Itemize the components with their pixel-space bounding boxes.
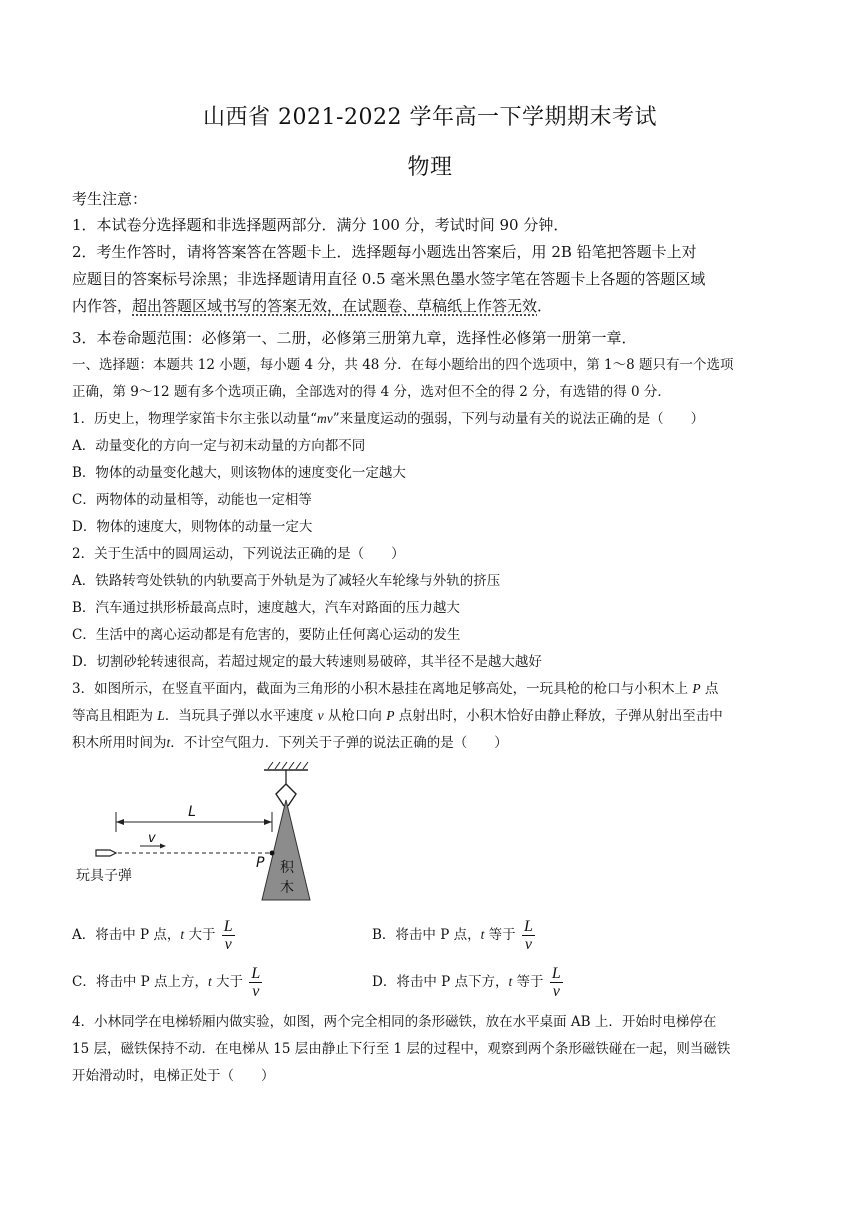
block-label-1: 积 [280, 860, 294, 876]
toy-bullet-icon [96, 850, 116, 856]
fraction-numerator: L [223, 918, 233, 935]
point-p [270, 851, 275, 856]
math-symbol: t [166, 735, 171, 750]
question-text: 1．历史上，物理学家笛卡尔主张以动量“ [72, 411, 317, 427]
notice-period: ． [537, 297, 553, 315]
fraction-numerator: L [551, 965, 561, 982]
option-text: C．将击中 P 点上方， [72, 974, 208, 990]
question-2-option-c: C．生活中的离心运动都是有危害的，要防止任何离心运动的发生 [72, 627, 461, 643]
math-symbol: t [208, 974, 212, 989]
notice-item-1: 1．本试卷分选择题和非选择题两部分．满分 100 分，考试时间 90 分钟． [72, 216, 569, 234]
notice-item-2-line-2: 应题目的答案标号涂黑；非选择题请用直径 0.5 毫米黑色墨水签字笔在答题卡上各题的答题区域 [72, 270, 706, 288]
block-label-2: 木 [280, 880, 294, 896]
exam-title: 山西省 2021-2022 学年高一下学期期末考试 [203, 105, 657, 130]
math-symbol: P [692, 681, 701, 696]
question-1-option-b: B．物体的动量变化越大，则该物体的速度变化一定越大 [72, 465, 406, 481]
notice-text: 内作答， [72, 297, 133, 315]
question-3-option-b [372, 913, 535, 957]
notice-item-2-line-1: 2．考生作答时，请将答案答在答题卡上．选择题每小题选出答案后，用 2B 铅笔把答题卡上对 [72, 243, 697, 261]
fraction-numerator: L [523, 918, 533, 935]
fraction-denominator: v [252, 983, 260, 1000]
question-text: ．不计空气阻力．下列关于子弹的说法正确的是（ ） [170, 735, 508, 751]
fraction-l-over-v [550, 965, 563, 1000]
question-3-stem-line-1 [72, 678, 792, 700]
arrow-head-left [116, 819, 124, 825]
question-text: 从枪口向 [323, 708, 387, 724]
question-4-stem-line-1: 4．小林同学在电梯轿厢内做实验，如图，两个完全相同的条形磁铁，放在水平桌面 AB 上．开始时电梯停在 [72, 1014, 717, 1030]
fraction-numerator: L [251, 965, 261, 982]
fraction-denominator: v [224, 936, 232, 953]
option-text: 等于 [512, 974, 544, 990]
question-3-option-d [372, 960, 563, 1004]
label-toy-bullet: 玩具子弹 [76, 868, 132, 884]
math-symbol: mv [317, 411, 333, 426]
question-1-option-c: C．两物体的动量相等，动能也一定相等 [72, 492, 312, 508]
fraction-l-over-v [249, 965, 262, 1000]
question-text: 点 [700, 681, 719, 697]
subject-title: 物理 [407, 155, 453, 180]
fraction-denominator: v [552, 983, 560, 1000]
option-text: D．将击中 P 点下方， [372, 974, 509, 990]
question-2-stem: 2．关于生活中的圆周运动，下列说法正确的是（ ） [72, 546, 405, 562]
question-2-option-b: B．汽车通过拱形桥最高点时，速度越大，汽车对路面的压力越大 [72, 600, 460, 616]
question-text: 点射出时，小积木恰好由静止释放，子弹从射出至击中 [394, 708, 723, 724]
math-symbol: t [180, 927, 185, 942]
label-p: P [256, 855, 265, 871]
option-text: 大于 [184, 927, 216, 943]
question-text: 积木所用时间为 [72, 735, 167, 751]
velocity-arrow-head [160, 844, 166, 849]
math-symbol: v [317, 708, 324, 723]
question-3-stem-line-2 [72, 705, 792, 727]
math-symbol: P [386, 708, 395, 723]
notice-item-2-line-3 [72, 295, 792, 317]
notice-heading: 考生注意： [72, 190, 148, 208]
question-4-stem-line-2: 15 层，磁铁保持不动．在电梯从 15 层由静止下行至 1 层的过程中，观察到两个条形磁铁碰在一起，则当磁铁 [72, 1041, 731, 1057]
label-v: v [148, 831, 156, 846]
question-3-option-a [72, 913, 235, 957]
question-text: ．当玩具子弹以水平速度 [164, 708, 318, 724]
question-1-option-d: D．物体的速度大，则物体的动量一定大 [72, 519, 313, 535]
question-3-option-c [72, 960, 262, 1004]
question-text: 3．如图所示，在竖直平面内，截面为三角形的小积木悬挂在离地足够高处，一玩具枪的枪口与小积木上 [72, 681, 693, 697]
emphasized-warning: 超出答题区域书写的答案无效，在试题卷、草稿纸上作答无效 [132, 297, 538, 315]
notice-item-3: 3．本卷命题范围：必修第一、二册，必修第三册第九章，选择性必修第一册第一章． [72, 329, 637, 347]
label-l: L [188, 804, 196, 820]
section-1-instructions-line-2: 正确，第 9～12 题有多个选项正确，全部选对的得 4 分，选对但不全的得 2 分，有选错的得 0 分． [72, 384, 671, 400]
option-text: 大于 [211, 974, 244, 990]
question-2-option-a: A．铁路转弯处铁轨的内轨要高于外轨是为了减轻火车轮缘与外轨的挤压 [72, 573, 501, 589]
section-1-instructions-line-1: 一、选择题：本题共 12 小题，每小题 4 分，共 48 分．在每小题给出的四个选项中，第 1～8 题只有一个选项 [72, 357, 734, 373]
question-text: ”来量度运动的强弱，下列与动量有关的说法正确的是（ ） [332, 411, 705, 427]
option-text: A．将击中 P 点， [72, 927, 181, 943]
fraction-l-over-v [522, 918, 535, 953]
question-4-stem-line-3: 开始滑动时，电梯正处于（ ） [72, 1068, 275, 1084]
question-3-figure [72, 760, 352, 910]
math-symbol: L [157, 708, 165, 723]
option-text: 等于 [484, 927, 516, 943]
option-text: B．将击中 P 点， [372, 927, 481, 943]
fraction-denominator: v [524, 936, 532, 953]
question-text: 等高且相距为 [72, 708, 158, 724]
question-1-stem [72, 408, 792, 430]
question-1-option-a: A．动量变化的方向一定与初末动量的方向都不同 [72, 438, 366, 454]
math-symbol: t [480, 927, 485, 942]
math-symbol: t [508, 974, 513, 989]
fraction-l-over-v [222, 918, 235, 953]
ceiling-hatch [268, 762, 308, 769]
question-2-option-d: D．切割砂轮转速很高，若超过规定的最大转速则易破碎，其半径不是越大越好 [72, 654, 542, 670]
arrow-head-right [264, 819, 272, 825]
question-3-stem-line-3 [72, 732, 792, 754]
